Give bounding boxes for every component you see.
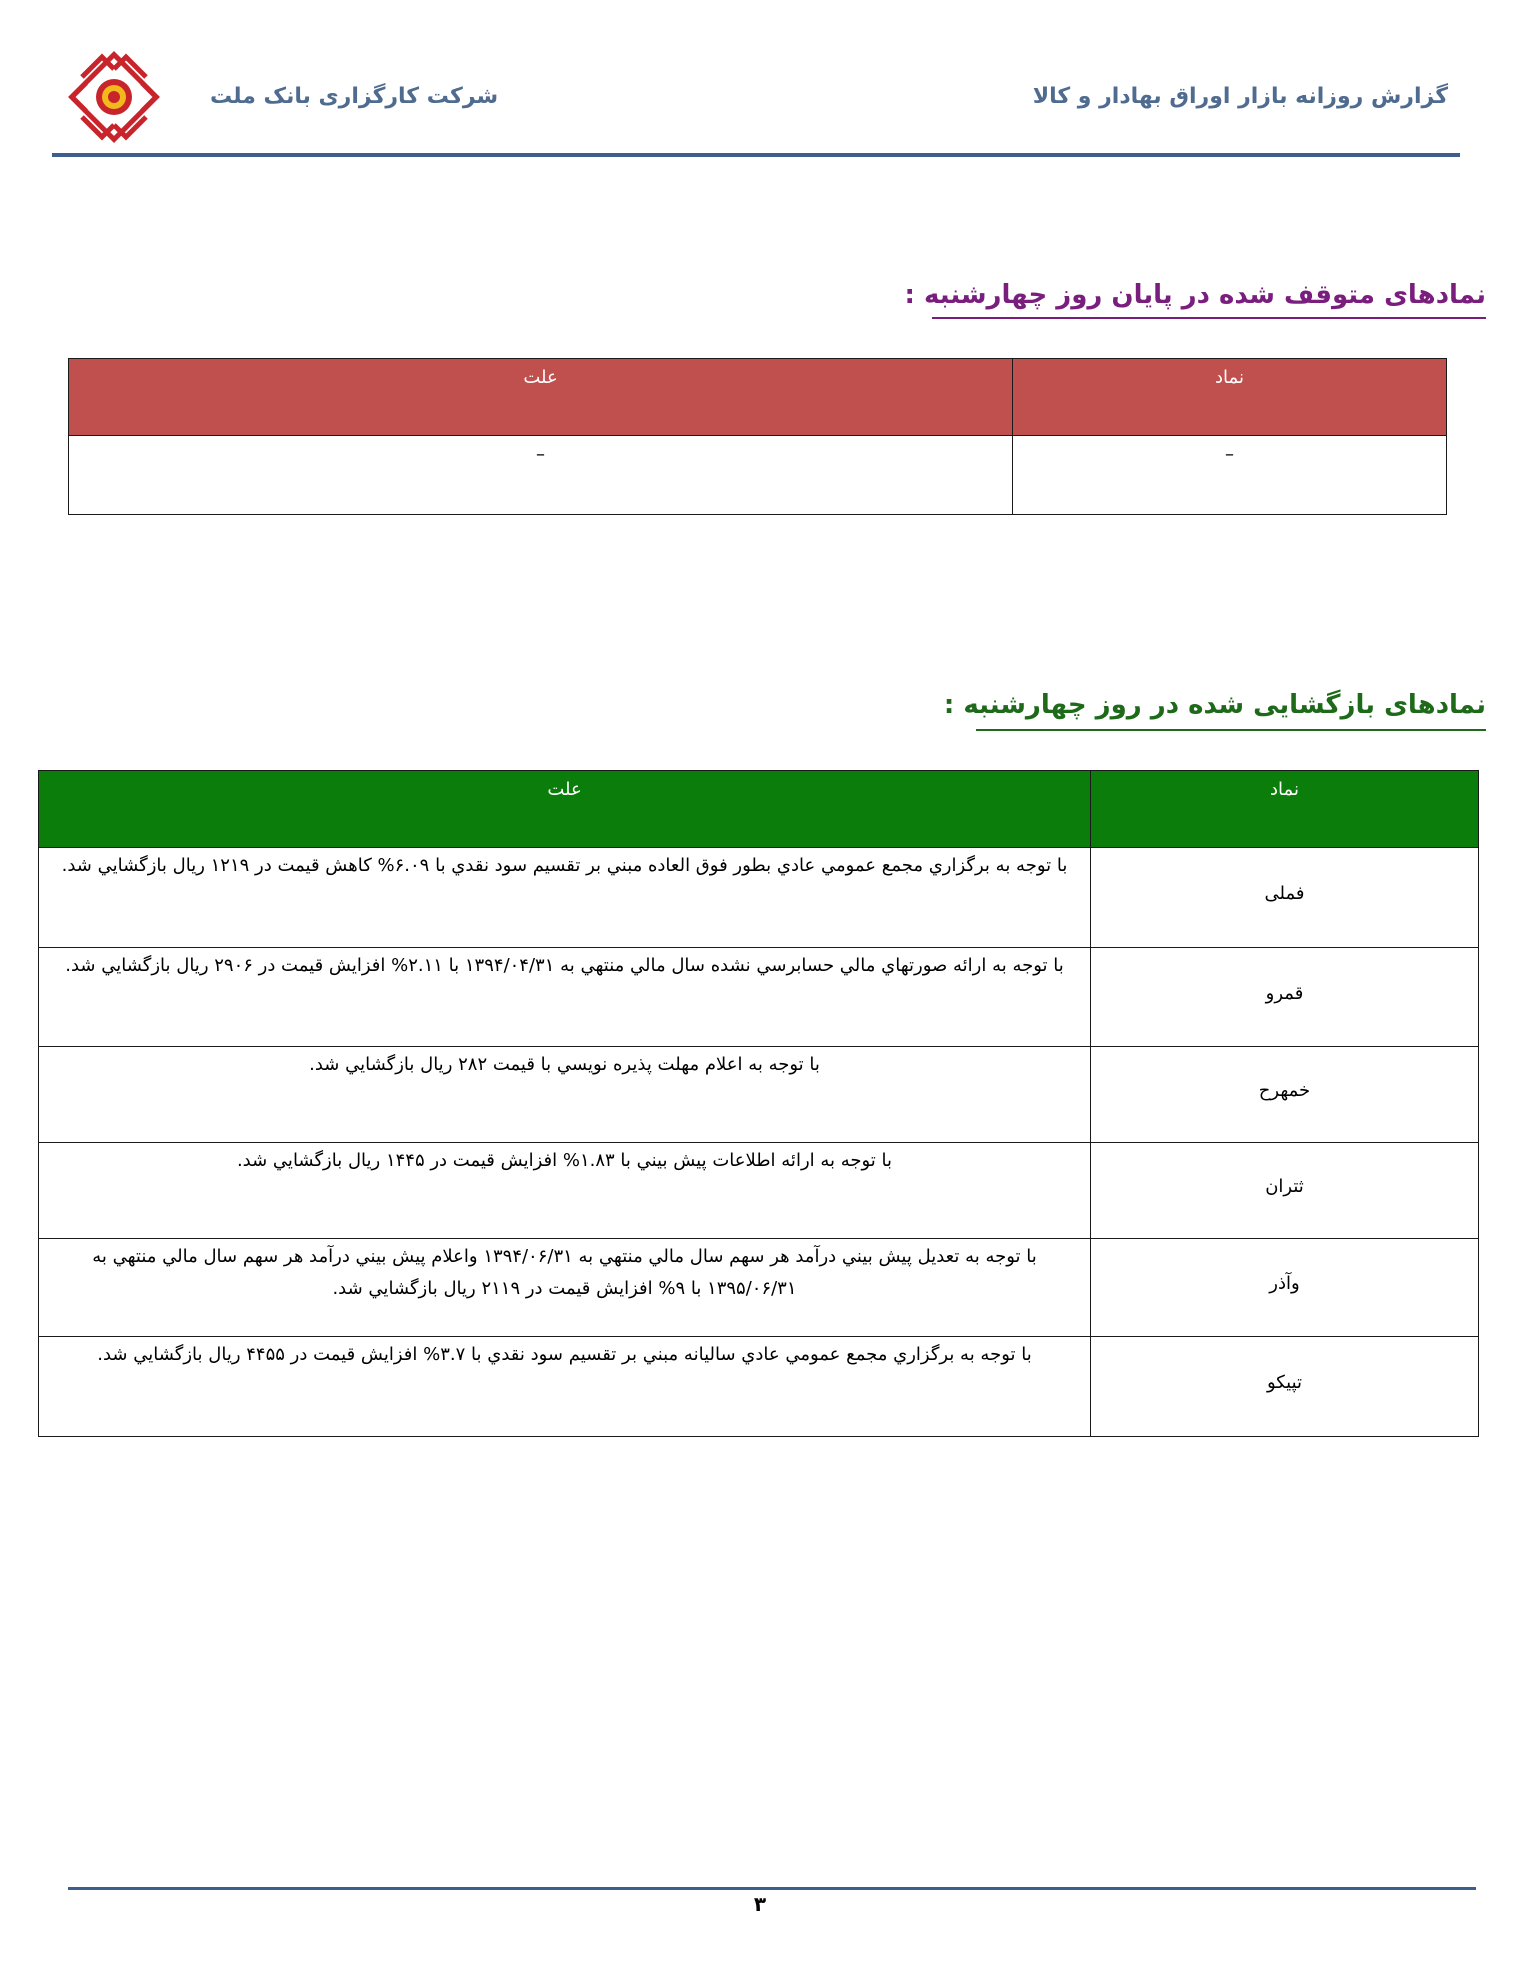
symbol-cell: خمهرح (1091, 1047, 1479, 1143)
reopened-section-title: نمادهای بازگشایی شده در روز چهارشنبه : (943, 690, 1486, 720)
suspended-section-title: نمادهای متوقف شده در پایان روز چهارشنبه : (904, 280, 1486, 310)
symbol-cell: ثتران (1091, 1143, 1479, 1239)
reason-cell: – (69, 436, 1013, 515)
report-title: گزارش روزانه بازار اوراق بهادار و کالا (1032, 84, 1448, 109)
company-name: شرکت کارگزاری بانک ملت (210, 84, 499, 109)
reason-cell: با توجه به برگزاري مجمع عمومي عادي ساليانه مبني بر تقسيم سود نقدي با ۳.۷% افزايش قيمت در ۴۴۵۵ ريال بازگشايي شد. (39, 1337, 1091, 1437)
suspended-title-underline (932, 317, 1486, 319)
bank-mellat-logo-icon (62, 47, 166, 147)
reopened-symbols-table (38, 770, 1479, 1437)
table-row (39, 1337, 1479, 1437)
table-row (39, 1239, 1479, 1337)
column-header-symbol: نماد (1091, 771, 1479, 848)
reason-cell: با توجه به تعديل پيش بيني درآمد هر سهم سال مالي منتهي به ۱۳۹۴/۰۶/۳۱ واعلام پيش بيني درآمد هر سهم سال مالي منتهي به ۱۳۹۵/۰۶/۳۱ با ۹% افزايش قيمت در ۲۱۱۹ ريال بازگشايي شد. (39, 1239, 1091, 1337)
reason-cell: با توجه به اعلام مهلت پذيره نويسي با قيمت ۲۸۲ ريال بازگشايي شد. (39, 1047, 1091, 1143)
table-row (39, 848, 1479, 948)
reason-cell: با توجه به برگزاري مجمع عمومي عادي بطور فوق العاده مبني بر تقسيم سود نقدي با ۶.۰۹% كاهش قيمت در ۱۲۱۹ ريال بازگشايي شد. (39, 848, 1091, 948)
table-row (39, 948, 1479, 1047)
suspended-symbols-table (68, 358, 1447, 515)
table-row (39, 1143, 1479, 1239)
table-row (69, 436, 1447, 515)
symbol-cell: وآذر (1091, 1239, 1479, 1337)
column-header-reason: علت (39, 771, 1091, 848)
column-header-symbol: نماد (1013, 359, 1447, 436)
table-header-row (69, 359, 1447, 436)
table-row (39, 1047, 1479, 1143)
footer-divider (68, 1887, 1476, 1890)
symbol-cell: قمرو (1091, 948, 1479, 1047)
reason-cell: با توجه به ارائه صورتهاي مالي حسابرسي نشده سال مالي منتهي به ۱۳۹۴/۰۴/۳۱ با ۲.۱۱% افزايش قيمت در ۲۹۰۶ ريال بازگشايي شد. (39, 948, 1091, 1047)
header-divider (52, 153, 1460, 157)
symbol-cell: فملی (1091, 848, 1479, 948)
reason-cell: با توجه به ارائه اطلاعات پيش بيني با ۱.۸۳% افزايش قيمت در ۱۴۴۵ ريال بازگشايي شد. (39, 1143, 1091, 1239)
reopened-title-underline (976, 729, 1486, 731)
table-header-row (39, 771, 1479, 848)
symbol-cell: – (1013, 436, 1447, 515)
symbol-cell: تپیکو (1091, 1337, 1479, 1437)
page-number: ۳ (753, 1892, 767, 1916)
column-header-reason: علت (69, 359, 1013, 436)
